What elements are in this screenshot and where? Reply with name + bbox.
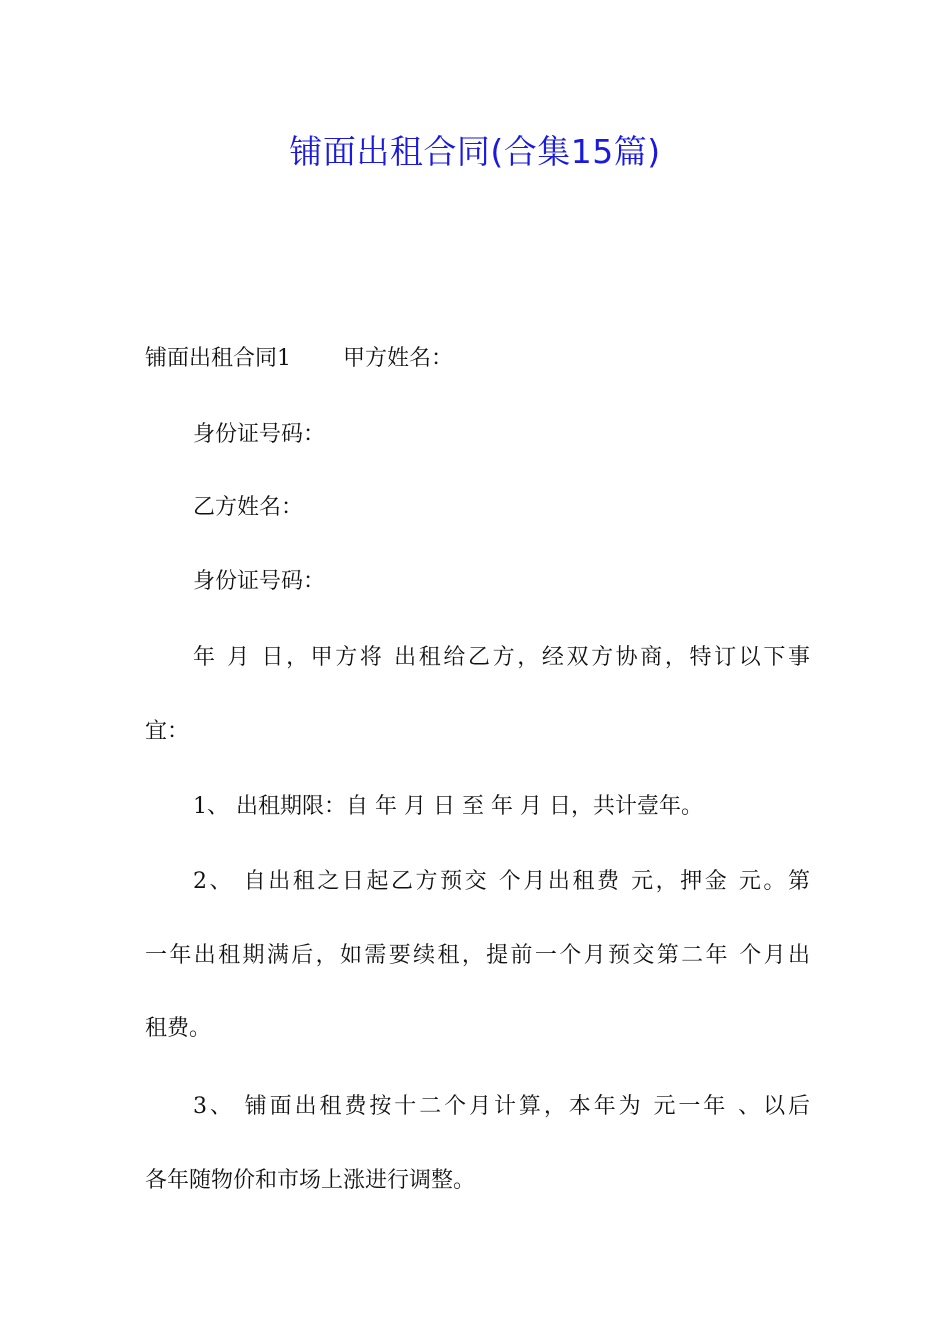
paragraph-intro-line-1: 年 月 日，甲方将 出租给乙方，经双方协商，特订以下事 [193,645,810,670]
clause-2-line-1: 2、 自出租之日起乙方预交 个月出租费 元，押金 元。第 [193,869,810,894]
contract-number-label: 铺面出租合同1 [145,346,291,371]
paragraph-intro-line-2: 宜： [145,719,190,744]
party-b-id-label: 身份证号码： [193,569,326,594]
document-title: 铺面出租合同(合集15篇) [289,132,661,171]
party-a-id-label: 身份证号码： [193,422,326,447]
clause-1-line-1: 1、 出租期限：自 年 月 日 至 年 月 日，共计壹年。 [193,794,703,819]
clause-2-line-3: 租费。 [145,1016,212,1041]
party-b-name-label: 乙方姓名： [193,495,304,520]
party-a-name-label: 甲方姓名： [343,346,454,371]
clause-2-line-2: 一年出租期满后，如需要续租，提前一个月预交第二年 个月出 [145,943,810,968]
contract-heading-line [145,343,810,375]
clause-3-line-1: 3、 铺面出租费按十二个月计算，本年为 元一年 、以后 [193,1094,810,1119]
clause-3-line-2: 各年随物价和市场上涨进行调整。 [145,1168,476,1193]
